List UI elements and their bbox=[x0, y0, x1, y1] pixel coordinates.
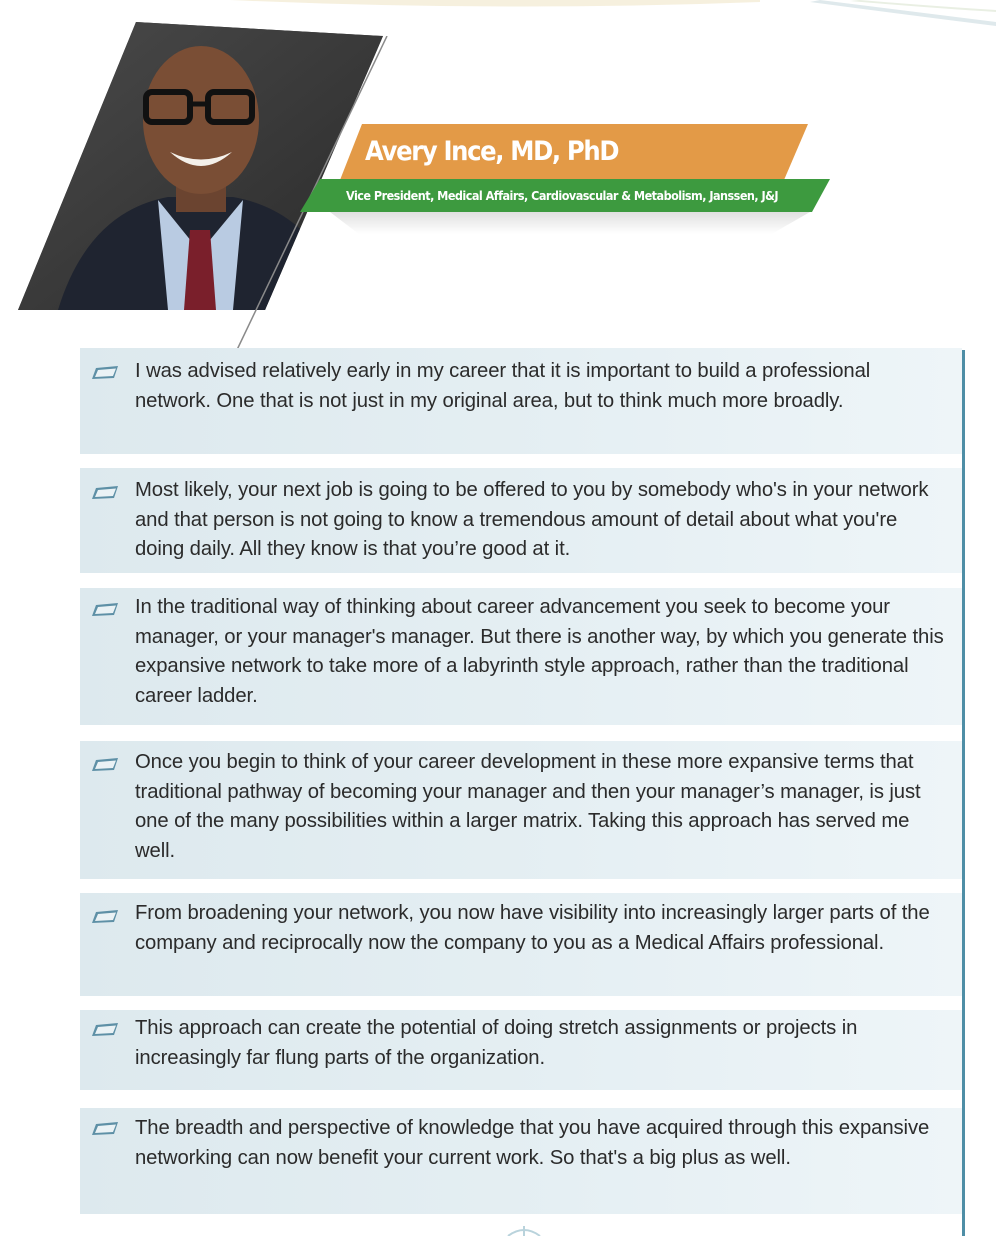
bullet-text: Once you begin to think of your career development in these more expansive terms that traditional pathway of becoming your manager and then your manager’s manager, is just one of the many possibilities within a larger matrix. Taking this approach has served me well. bbox=[135, 751, 921, 862]
bullet-text: I was advised relatively early in my career that it is important to build a professional network. One that is not just in my original area, but to think much more broadly. bbox=[135, 360, 871, 412]
notebook-tab-icon bbox=[92, 910, 122, 924]
notebook-tab-icon bbox=[92, 603, 122, 617]
list-item bbox=[80, 741, 962, 879]
list-item bbox=[80, 1010, 962, 1090]
profile-title: Vice President, Medical Affairs, Cardiovascular & Metabolism, Janssen, J&J bbox=[346, 188, 779, 203]
bullet-text: The breadth and perspective of knowledge that you have acquired through this expansive networking can now benefit your current work. So that's a big plus as well. bbox=[135, 1117, 930, 1169]
bullet-text: From broadening your network, you now have visibility into increasingly larger parts of the company and reciprocally now the company to you as a Medical Affairs professional. bbox=[135, 902, 930, 954]
notebook-tab-icon bbox=[92, 1122, 122, 1136]
list-item bbox=[80, 893, 962, 996]
list-item bbox=[80, 1108, 962, 1214]
profile-name: Avery Ince, MD, PhD bbox=[365, 136, 619, 167]
notebook-tab-icon bbox=[92, 366, 122, 380]
right-accent-line bbox=[962, 350, 965, 1236]
list-item bbox=[80, 588, 962, 725]
notebook-tab-icon bbox=[92, 1023, 122, 1037]
bullet-text: Most likely, your next job is going to be offered to you by somebody who's in your network and that person is not going to know a tremendous amount of detail about what you're doing daily. All they know is that you’re good at it. bbox=[135, 479, 929, 561]
list-item bbox=[80, 468, 962, 573]
bullet-text: This approach can create the potential of doing stretch assignments or projects in increasingly far flung parts of the organization. bbox=[135, 1017, 858, 1069]
list-item bbox=[80, 348, 962, 454]
bullet-text: In the traditional way of thinking about career advancement you seek to become your manager, or your manager's manager. But there is another way, by which you generate this expansive network to take more of a labyrinth style approach, rather than the traditional career ladder. bbox=[135, 596, 944, 707]
notebook-tab-icon bbox=[92, 486, 122, 500]
bottom-ornament-icon bbox=[500, 1224, 548, 1236]
banner-shadow bbox=[330, 212, 810, 234]
notebook-tab-icon bbox=[92, 758, 122, 772]
